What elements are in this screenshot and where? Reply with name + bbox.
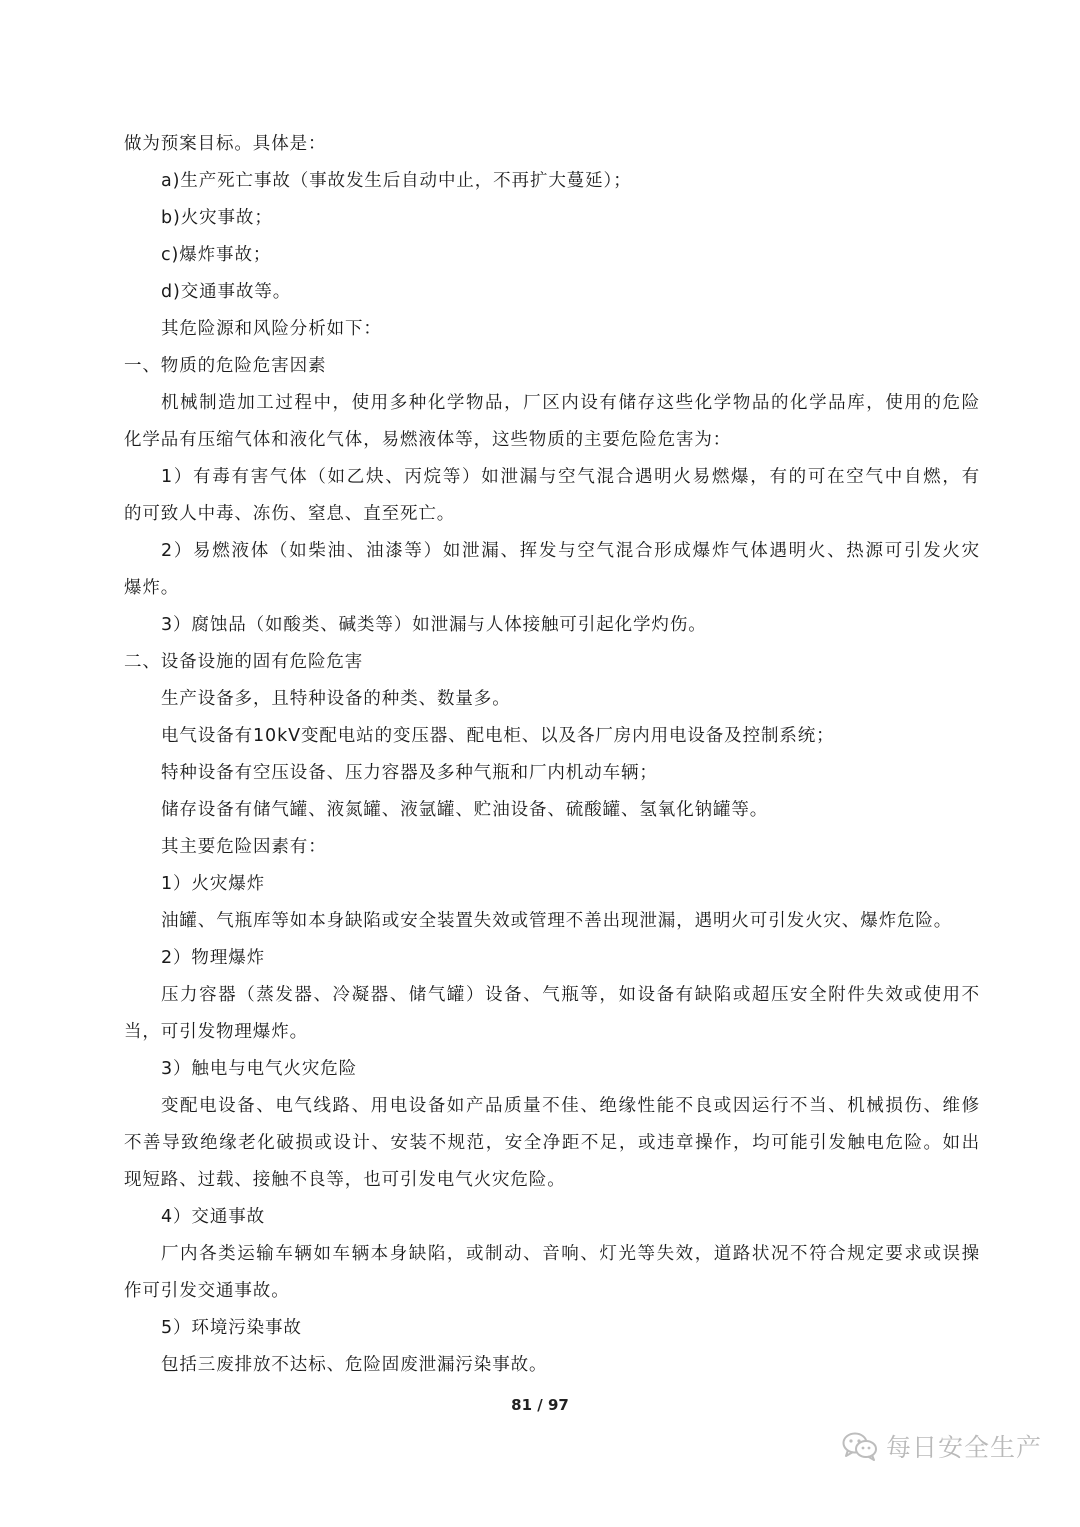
wechat-icon <box>842 1431 878 1461</box>
text-line: 化学品有压缩气体和液化气体，易燃液体等，这些物质的主要危险危害为： <box>124 430 732 450</box>
text-line: 1）有毒有害气体（如乙炔、丙烷等）如泄漏与空气混合遇明火易燃爆，有的可在空气中自燃，有 <box>161 467 980 487</box>
text-line: 油罐、气瓶库等如本身缺陷或安全装置失效或管理不善出现泄漏，遇明火可引发火灾、爆炸危险。 <box>161 911 953 931</box>
text-line: 1）火灾爆炸 <box>161 874 266 894</box>
text-line: 5）环境污染事故 <box>161 1318 302 1338</box>
text-line: 电气设备有10kV变配电站的变压器、配电柜、以及各厂房内用电设备及控制系统； <box>161 726 835 746</box>
text-line: a)生产死亡事故（事故发生后自动中止，不再扩大蔓延）； <box>161 171 632 191</box>
text-line: d)交通事故等。 <box>161 282 292 302</box>
text-line: 厂内各类运输车辆如车辆本身缺陷，或制动、音响、灯光等失效，道路状况不符合规定要求或误操 <box>161 1244 980 1264</box>
text-line: c)爆炸事故； <box>161 245 272 265</box>
text-line: 生产设备多，且特种设备的种类、数量多。 <box>161 689 511 709</box>
text-line: 现短路、过载、接触不良等，也可引发电气火灾危险。 <box>124 1170 566 1190</box>
text-line: 不善导致绝缘老化破损或设计、安装不规范，安全净距不足，或违章操作，均可能引发触电危险。如出 <box>124 1133 980 1153</box>
text-line: 特种设备有空压设备、压力容器及多种气瓶和厂内机动车辆； <box>161 763 658 783</box>
text-line: 机械制造加工过程中，使用多种化学物品，厂区内设有储存这些化学物品的化学品库，使用的危险 <box>161 393 980 413</box>
text-line: 储存设备有储气罐、液氮罐、液氩罐、贮油设备、硫酸罐、氢氧化钠罐等。 <box>161 800 769 820</box>
text-line: 2）物理爆炸 <box>161 948 266 968</box>
watermark-text: 每日安全生产 <box>886 1433 1043 1462</box>
text-line: 的可致人中毒、冻伤、窒息、直至死亡。 <box>124 504 456 524</box>
text-line: 包括三废排放不达标、危险固废泄漏污染事故。 <box>161 1355 548 1375</box>
document-body <box>124 126 980 1384</box>
text-line: 3）腐蚀品（如酸类、碱类等）如泄漏与人体接触可引起化学灼伤。 <box>161 615 707 635</box>
text-line: b)火灾事故； <box>161 208 273 228</box>
text-line: 爆炸。 <box>124 578 180 598</box>
text-line: 3）触电与电气火灾危险 <box>161 1059 358 1079</box>
text-line: 其主要危险因素有： <box>161 837 327 857</box>
text-line: 压力容器（蒸发器、冷凝器、储气罐）设备、气瓶等，如设备有缺陷或超压安全附件失效或使用不 <box>161 985 980 1005</box>
text-line: 做为预案目标。具体是： <box>124 134 327 154</box>
text-line: 变配电设备、电气线路、用电设备如产品质量不佳、绝缘性能不良或因运行不当、机械损伤、维修 <box>161 1096 980 1116</box>
page-number: 81 / 97 <box>511 1396 569 1414</box>
text-line: 其危险源和风险分析如下： <box>161 319 382 339</box>
text-line: 二、设备设施的固有危险危害 <box>124 652 364 672</box>
text-line: 一、物质的危险危害因素 <box>124 356 327 376</box>
text-line: 当，可引发物理爆炸。 <box>124 1022 308 1042</box>
text-line: 作可引发交通事故。 <box>124 1281 290 1301</box>
text-line: 4）交通事故 <box>161 1207 266 1227</box>
watermark <box>842 1428 1042 1464</box>
text-line: 2）易燃液体（如柴油、油漆等）如泄漏、挥发与空气混合形成爆炸气体遇明火、热源可引发火灾 <box>161 541 980 561</box>
